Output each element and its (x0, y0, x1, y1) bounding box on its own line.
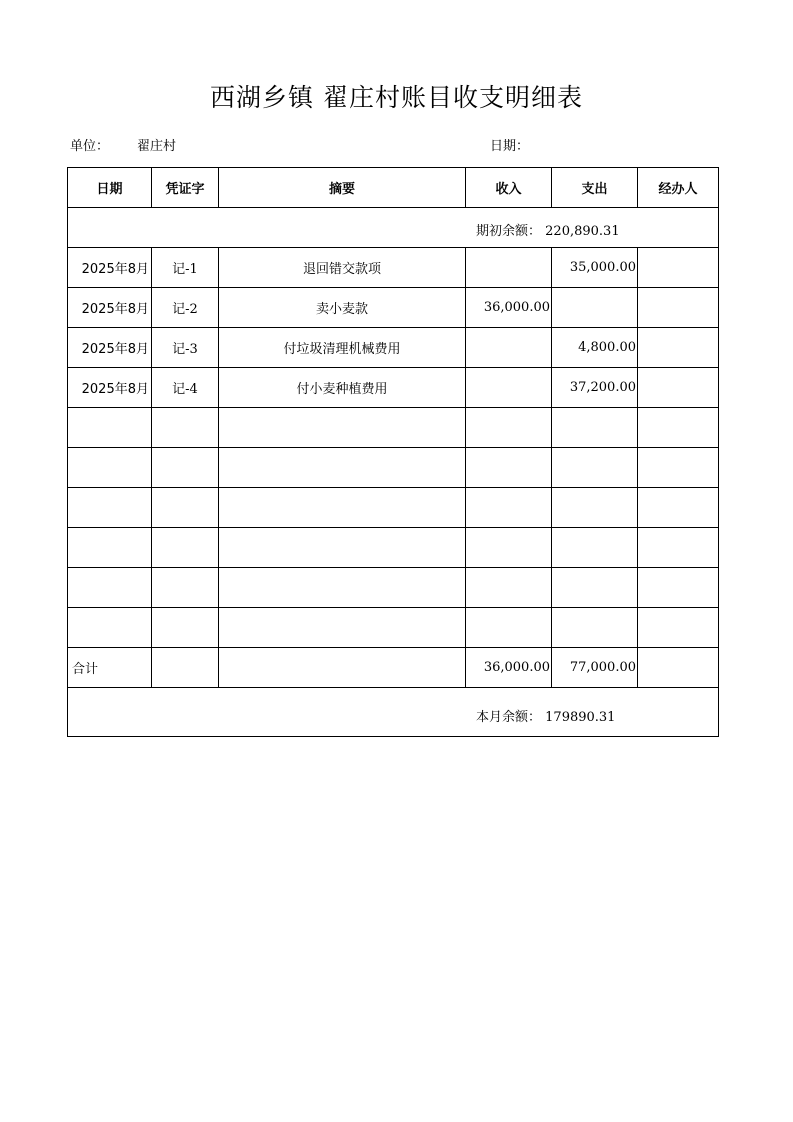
col-header-income: 收入 (466, 168, 552, 208)
row-date: 2025年8月 (68, 248, 152, 288)
row-handler (638, 288, 719, 328)
row-voucher: 记-3 (152, 328, 219, 368)
row-income (466, 368, 552, 408)
col-header-expense: 支出 (552, 168, 638, 208)
opening-balance-label: 期初余额： (476, 224, 542, 239)
row-handler (638, 248, 719, 288)
empty-row (68, 448, 719, 488)
col-header-date: 日期 (68, 168, 152, 208)
row-income: 36,000.00 (466, 288, 552, 328)
table-row (68, 328, 719, 368)
ledger-table (67, 167, 719, 737)
row-expense (552, 288, 638, 328)
total-row (68, 648, 719, 688)
table-row (68, 248, 719, 288)
row-voucher: 记-2 (152, 288, 219, 328)
closing-balance-label: 本月余额： (476, 710, 542, 725)
row-expense: 37,200.00 (552, 368, 638, 408)
row-summary: 付垃圾清理机械费用 (219, 328, 466, 368)
row-expense: 35,000.00 (552, 248, 638, 288)
header-row (68, 168, 719, 208)
empty-row (68, 568, 719, 608)
col-header-handler: 经办人 (638, 168, 719, 208)
col-header-summary: 摘要 (219, 168, 466, 208)
table-row (68, 368, 719, 408)
row-handler (638, 368, 719, 408)
row-summary: 卖小麦款 (219, 288, 466, 328)
unit-label: 单位： (70, 139, 110, 154)
table-row (68, 288, 719, 328)
row-voucher: 记-4 (152, 368, 219, 408)
row-date: 2025年8月 (68, 368, 152, 408)
row-expense: 4,800.00 (552, 328, 638, 368)
row-date: 2025年8月 (68, 288, 152, 328)
closing-balance-value: 179890.31 (545, 710, 616, 725)
row-handler (638, 328, 719, 368)
unit-value: 翟庄村 (137, 139, 177, 154)
empty-row (68, 488, 719, 528)
opening-balance-value: 220,890.31 (545, 224, 620, 239)
date-label: 日期： (490, 139, 530, 154)
row-income (466, 248, 552, 288)
col-header-voucher: 凭证字 (152, 168, 219, 208)
row-summary: 退回错交款项 (219, 248, 466, 288)
row-summary: 付小麦种植费用 (219, 368, 466, 408)
row-date: 2025年8月 (68, 328, 152, 368)
total-label: 合计 (68, 648, 152, 688)
empty-row (68, 528, 719, 568)
empty-row (68, 608, 719, 648)
total-income: 36,000.00 (466, 648, 552, 688)
row-income (466, 328, 552, 368)
closing-balance-row (68, 688, 719, 737)
empty-row (68, 408, 719, 448)
total-expense: 77,000.00 (552, 648, 638, 688)
page-title: 西湖乡镇 翟庄村账目收支明细表 (210, 83, 583, 112)
row-voucher: 记-1 (152, 248, 219, 288)
opening-balance-row (68, 208, 719, 248)
